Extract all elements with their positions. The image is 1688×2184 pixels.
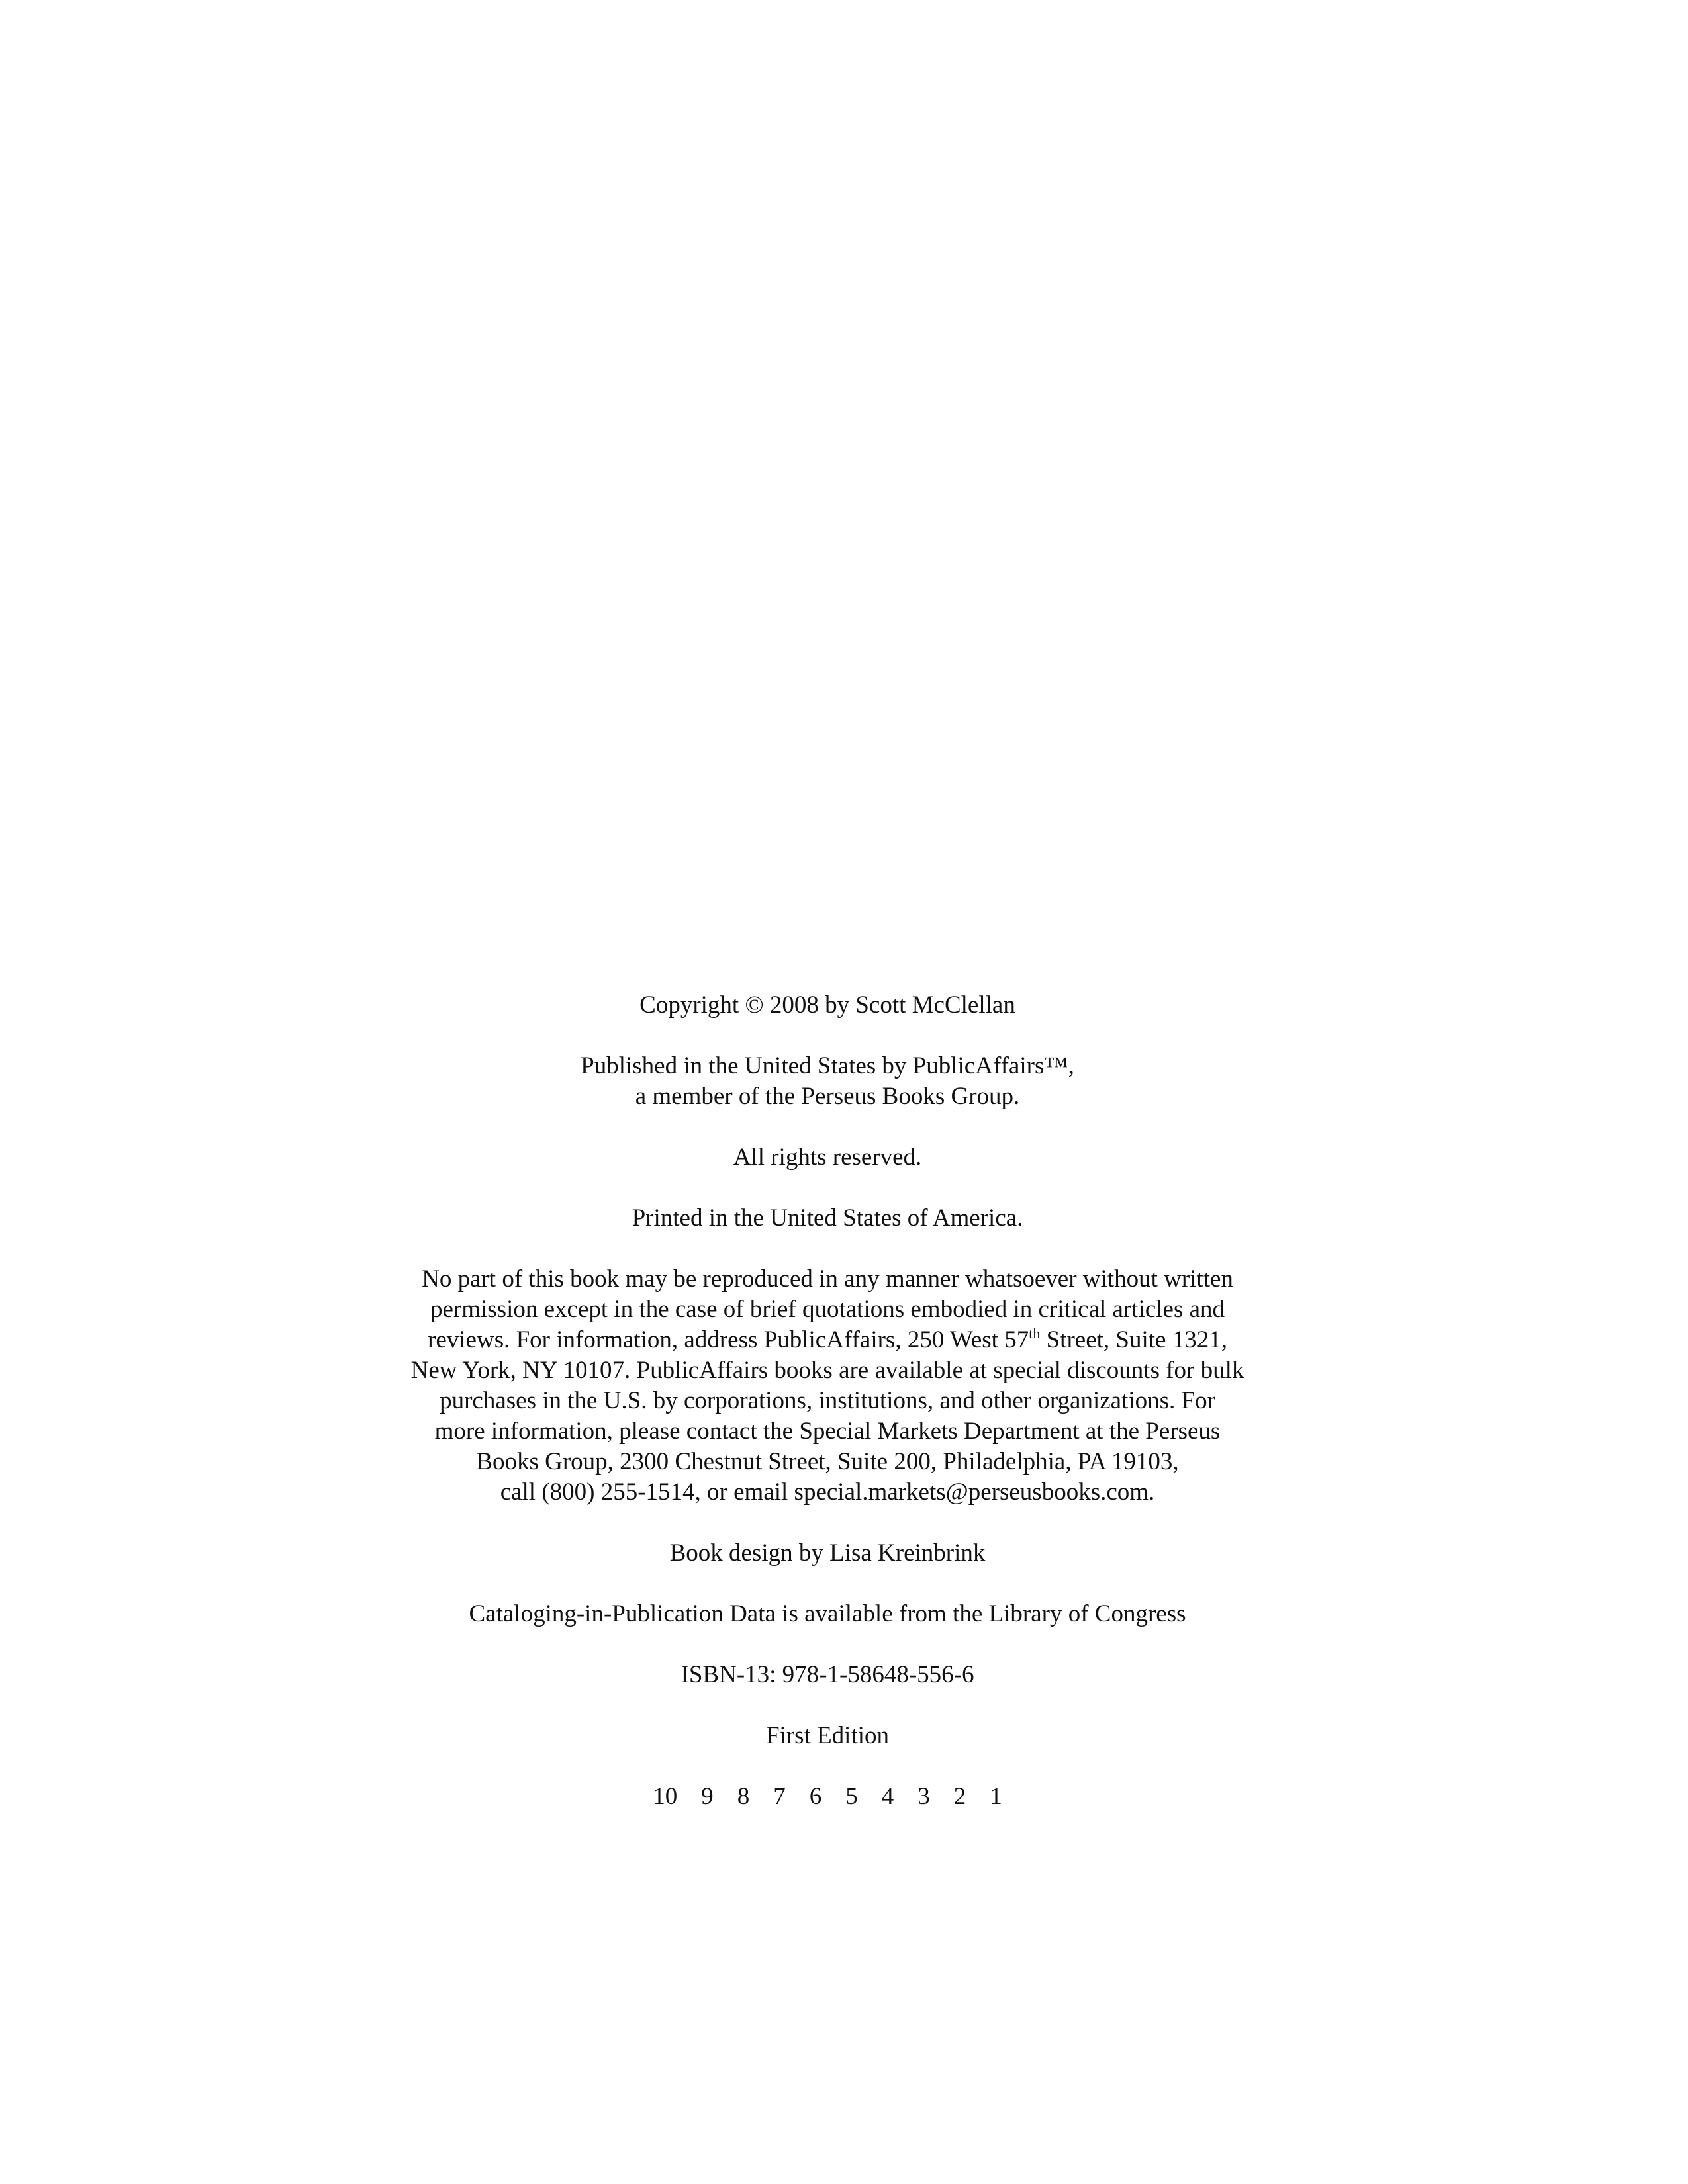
- printing-number: 9: [701, 1783, 714, 1810]
- printing-number: 6: [809, 1783, 822, 1810]
- printing-number: 4: [881, 1783, 894, 1810]
- printing-number: 1: [990, 1783, 1002, 1810]
- permissions-paragraph: [0, 1264, 1655, 1508]
- rights-statement: [0, 1142, 1655, 1173]
- copyright-page: [0, 990, 1655, 1812]
- permissions-line-6: more information, please contact the Special Markets Department at the Perseus: [434, 1418, 1221, 1445]
- isbn-line: ISBN-13: 978-1-58648-556-6: [680, 1661, 974, 1688]
- edition: [0, 1721, 1655, 1751]
- rights-line: All rights reserved.: [733, 1144, 922, 1171]
- permissions-line-2: permission except in the case of brief quotations embodied in critical articles and: [430, 1296, 1225, 1323]
- printing-number: 8: [737, 1783, 750, 1810]
- printing-number: 5: [845, 1783, 858, 1810]
- printing-line: [0, 1782, 1655, 1812]
- printed-statement: [0, 1203, 1655, 1234]
- permissions-line-8: call (800) 255-1514, or email special.markets@perseusbooks.com.: [500, 1479, 1155, 1506]
- permissions-line-7: Books Group, 2300 Chestnut Street, Suite 200, Philadelphia, PA 19103,: [476, 1448, 1179, 1475]
- isbn: [0, 1660, 1655, 1690]
- printing-number: 2: [953, 1783, 966, 1810]
- permissions-line-3-end: Street, Suite 1321,: [1040, 1326, 1227, 1353]
- permissions-line-3-start: reviews. For information, address PublicAffairs, 250 West 57: [428, 1326, 1029, 1353]
- design-credit-line: Book design by Lisa Kreinbrink: [669, 1539, 986, 1567]
- publisher-statement: [0, 1051, 1655, 1112]
- design-credit: [0, 1538, 1655, 1569]
- publisher-line-1: Published in the United States by PublicAffairs™,: [581, 1052, 1074, 1079]
- printing-number: 3: [917, 1783, 930, 1810]
- permissions-line-4: New York, NY 10107. PublicAffairs books are available at special discounts for bulk: [410, 1357, 1244, 1384]
- printing-number: 7: [773, 1783, 786, 1810]
- copyright-notice: [0, 990, 1655, 1021]
- cip-statement: [0, 1599, 1655, 1629]
- permissions-line-5: purchases in the U.S. by corporations, institutions, and other organizations. For: [440, 1387, 1215, 1414]
- publisher-line-2: a member of the Perseus Books Group.: [635, 1083, 1020, 1110]
- permissions-line-1: No part of this book may be reproduced in any manner whatsoever without written: [422, 1265, 1233, 1293]
- printed-line: Printed in the United States of America.: [632, 1205, 1023, 1232]
- permissions-line-3: [0, 1325, 1655, 1355]
- copyright-line: Copyright © 2008 by Scott McClellan: [639, 991, 1015, 1019]
- edition-line: First Edition: [765, 1722, 890, 1749]
- printing-number: 10: [653, 1783, 678, 1810]
- ordinal-suffix: th: [1029, 1325, 1041, 1342]
- cip-line: Cataloging-in-Publication Data is available from the Library of Congress: [469, 1600, 1186, 1627]
